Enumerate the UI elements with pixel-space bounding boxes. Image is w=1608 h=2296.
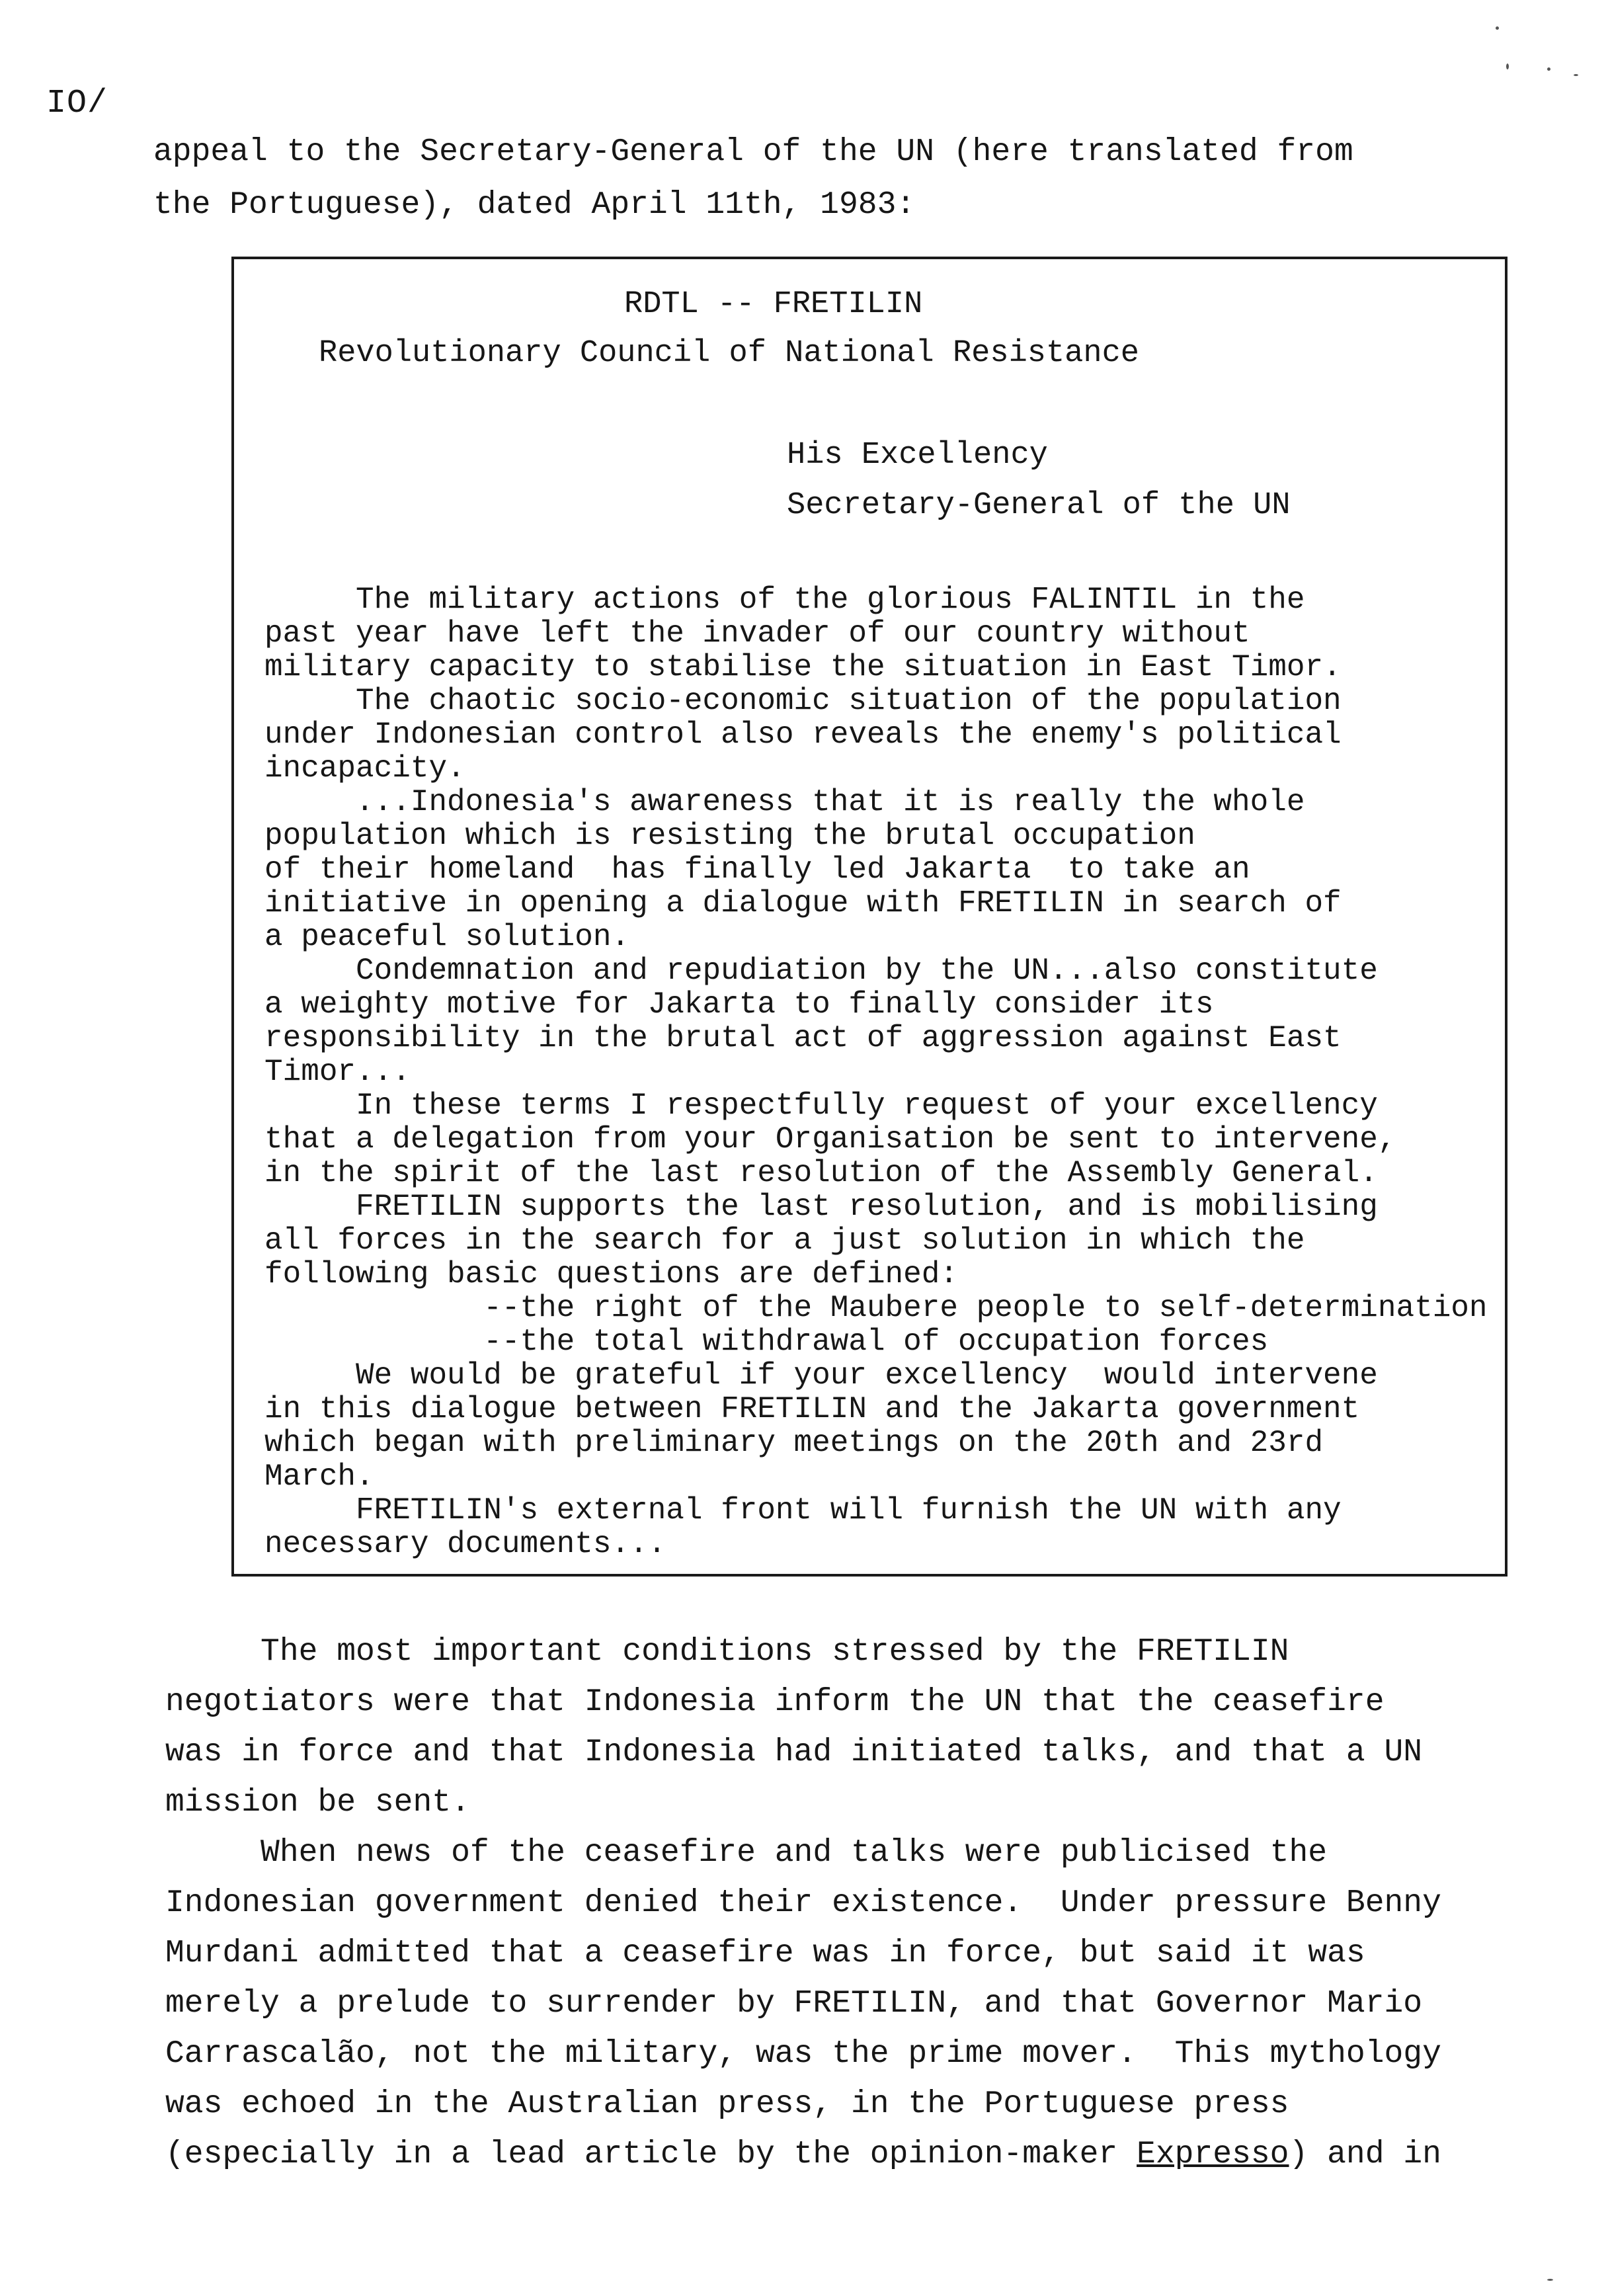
scan-speck	[1547, 67, 1550, 71]
scan-speck	[1547, 2279, 1553, 2281]
letter-line: past year have left the invader of our country without	[264, 616, 1250, 651]
last-line-after: ) and in	[1289, 2137, 1441, 2172]
letter-line: --the total withdrawal of occupation forces	[264, 1325, 1269, 1359]
letter-addressee-title: His Excellency	[787, 438, 1048, 473]
letter-line: FRETILIN's external front will furnish the UN with any	[264, 1493, 1342, 1528]
scan-speck	[1574, 74, 1578, 76]
letter-line: Timor...	[264, 1055, 411, 1089]
last-line-before: (especially in a lead article by the opinion-maker	[165, 2137, 1137, 2172]
scan-speck	[1506, 63, 1509, 69]
body-line: merely a prelude to surrender by FRETILIN, and that Governor Mario	[165, 1986, 1423, 2022]
letter-line: of their homeland has finally led Jakarta to take an	[264, 852, 1250, 887]
body-line: The most important conditions stressed by the FRETILIN	[165, 1634, 1289, 1670]
letter-line: responsibility in the brutal act of aggression against East	[264, 1021, 1342, 1055]
intro-line: appeal to the Secretary-General of the UN (here translated from	[153, 134, 1353, 170]
letter-header: RDTL -- FRETILIN	[624, 287, 923, 322]
body-line-last	[165, 2129, 1587, 2180]
letter-line: The chaotic socio-economic situation of the population	[264, 684, 1342, 718]
letter-line: The military actions of the glorious FALINTIL in the	[264, 583, 1305, 617]
letter-line: initiative in opening a dialogue with FRETILIN in search of	[264, 886, 1342, 921]
letter-line: in the spirit of the last resolution of the Assembly General.	[264, 1156, 1378, 1190]
letter-line: Condemnation and repudiation by the UN...also constitute	[264, 954, 1378, 988]
letter-line: that a delegation from your Organisation be sent to intervene,	[264, 1122, 1396, 1157]
page-number: IO/	[46, 85, 108, 122]
letter-line: incapacity.	[264, 751, 465, 786]
letter-line: We would be grateful if your excellency would intervene	[264, 1358, 1378, 1393]
letter-line: military capacity to stabilise the situation in East Timor.	[264, 650, 1342, 684]
letter-line: in this dialogue between FRETILIN and the Jakarta government	[264, 1392, 1360, 1426]
letter-line: which began with preliminary meetings on the 20th and 23rd	[264, 1426, 1324, 1460]
letter-line: March.	[264, 1459, 374, 1494]
letter-line: a weighty motive for Jakarta to finally consider its	[264, 987, 1214, 1022]
body-line: mission be sent.	[165, 1785, 470, 1821]
intro-line: the Portuguese), dated April 11th, 1983:	[153, 187, 916, 223]
letter-box	[231, 257, 1508, 1577]
body-line: Indonesian government denied their existence. Under pressure Benny	[165, 1885, 1441, 1921]
body-line: Murdani admitted that a ceasefire was in force, but said it was	[165, 1936, 1365, 1971]
body-line: was in force and that Indonesia had initiated talks, and that a UN	[165, 1735, 1423, 1770]
expresso-title: Expresso	[1137, 2137, 1289, 2172]
body-line: was echoed in the Australian press, in the Portuguese press	[165, 2086, 1289, 2122]
letter-line: ...Indonesia's awareness that it is really the whole	[264, 785, 1305, 819]
body-line: negotiators were that Indonesia inform the UN that the ceasefire	[165, 1684, 1385, 1720]
letter-body	[264, 583, 1514, 1561]
scan-speck	[1496, 26, 1499, 30]
letter-line: necessary documents...	[264, 1527, 666, 1561]
letter-line: a peaceful solution.	[264, 920, 630, 954]
body-paragraphs	[165, 1627, 1587, 2180]
intro-paragraph	[153, 126, 1542, 231]
letter-line: all forces in the search for a just solution in which the	[264, 1223, 1305, 1258]
body-line: Carrascalão, not the military, was the prime mover. This mythology	[165, 2036, 1441, 2072]
letter-line: under Indonesian control also reveals the enemy's political	[264, 718, 1342, 752]
letter-line: In these terms I respectfully request of your excellency	[264, 1088, 1378, 1123]
letter-line: --the right of the Maubere people to self-determination	[264, 1291, 1488, 1325]
letter-council: Revolutionary Council of National Resistance	[319, 336, 1140, 371]
letter-line: following basic questions are defined:	[264, 1257, 958, 1292]
letter-addressee-office: Secretary-General of the UN	[787, 488, 1291, 523]
letter-line: FRETILIN supports the last resolution, and is mobilising	[264, 1190, 1378, 1224]
letter-line: population which is resisting the brutal occupation	[264, 819, 1195, 853]
body-line: When news of the ceasefire and talks were publicised the	[165, 1835, 1328, 1871]
